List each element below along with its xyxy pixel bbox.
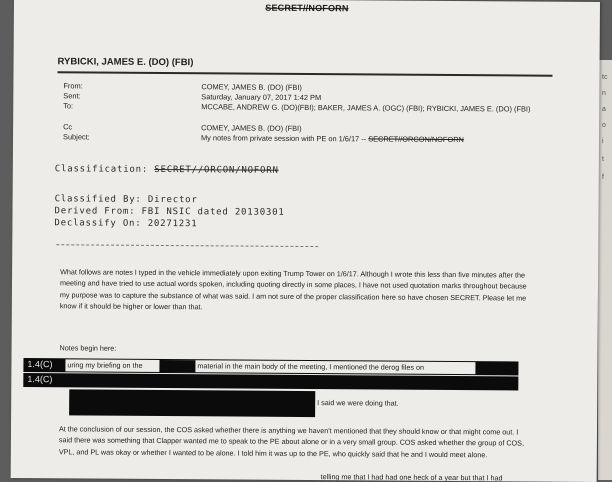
sent-value: Saturday, January 07, 2017 1:42 PM xyxy=(201,92,322,103)
edge-text: o xyxy=(602,122,606,129)
classification-line xyxy=(55,164,279,176)
conclusion-paragraph: At the conclusion of our session, the COS asked whether there is anything we haven't mentioned that they should know or that might come out. I said there was something that Clapper wanted me to speak to the PE about alone or in a very small group. COS asked whether the group of COS, VPL, and PL was okay or whether I wanted to be alone. I told him it was up to the PE, who quickly said that he and I would meet alone. xyxy=(58,424,524,459)
edge-text: t xyxy=(602,156,604,163)
sender-name: RYBICKI, JAMES E. (DO) (FBI) xyxy=(57,56,194,69)
classification-value: SECRET//ORCON/NOFORN xyxy=(154,164,279,176)
notes-begin-label: Notes begin here: xyxy=(59,343,117,353)
intro-paragraph: What follows are notes I typed in the vehicle immediately upon exiting Trump Tower on 1/6/17. Although I wrote this less than five minutes after the meeting and have tried to use actual words spoken, including quoting directly in some places, I have not used quotation marks throughout because my purpose was to capture the substance of what was said. I am not sure of the proper classification here so have chosen SECRET. Please let me know if it should be higher or lower than that. xyxy=(59,267,527,312)
classification-label: Classification: xyxy=(54,164,149,175)
subject-label: Subject: xyxy=(63,132,90,142)
briefing-line-start: uring my briefing on the xyxy=(67,360,143,370)
document-page xyxy=(11,0,600,482)
classified-by: Classified By: Director xyxy=(54,194,198,206)
declassify-on: Declassify On: 20271231 xyxy=(54,218,198,230)
redaction-code: 1.4(C) xyxy=(27,374,53,385)
doing-that-line: I said we were doing that. xyxy=(317,398,399,408)
header-rule xyxy=(57,71,552,76)
redaction-bar xyxy=(53,359,54,371)
classification-banner: SECRET//NOFORN xyxy=(265,2,349,14)
subject-classification: SECRET//ORCON/NOFORN xyxy=(368,134,464,145)
redaction-bar xyxy=(69,389,315,417)
subject-value xyxy=(201,133,531,145)
redaction-bar xyxy=(159,360,195,372)
from-label: From: xyxy=(63,81,83,91)
redaction-code: 1.4(C) xyxy=(27,359,53,370)
briefing-line-end: material in the main body of the meeting, I mentioned the derog files on xyxy=(197,361,425,372)
edge-text: f xyxy=(602,174,604,181)
cc-value: COMEY, JAMES B. (DO) (FBI) xyxy=(201,123,302,133)
sent-label: Sent: xyxy=(63,91,81,101)
edge-text: tc xyxy=(602,74,608,81)
final-line: telling me that I had had one heck of a year but that I had xyxy=(320,472,503,482)
edge-text: n xyxy=(602,90,606,97)
background-page-edge xyxy=(598,60,612,480)
edge-text: a xyxy=(602,106,606,113)
divider-dashes xyxy=(56,244,318,247)
redaction-bar xyxy=(23,373,518,390)
cc-label: Cc xyxy=(63,122,73,132)
from-value: COMEY, JAMES B. (DO) (FBI) xyxy=(201,82,302,92)
to-label: To: xyxy=(63,101,74,111)
derived-from: Derived From: FBI NSIC dated 20130301 xyxy=(54,206,285,218)
subject-text: My notes from private session with PE on 1/6/17 -- xyxy=(201,133,369,144)
to-value: MCCABE, ANDREW G. (DO)(FBI); BAKER, JAMES A. (OGC) (FBI); RYBICKI, JAMES E. (DO) (FBI) xyxy=(201,102,531,114)
edge-text: i xyxy=(602,138,604,145)
